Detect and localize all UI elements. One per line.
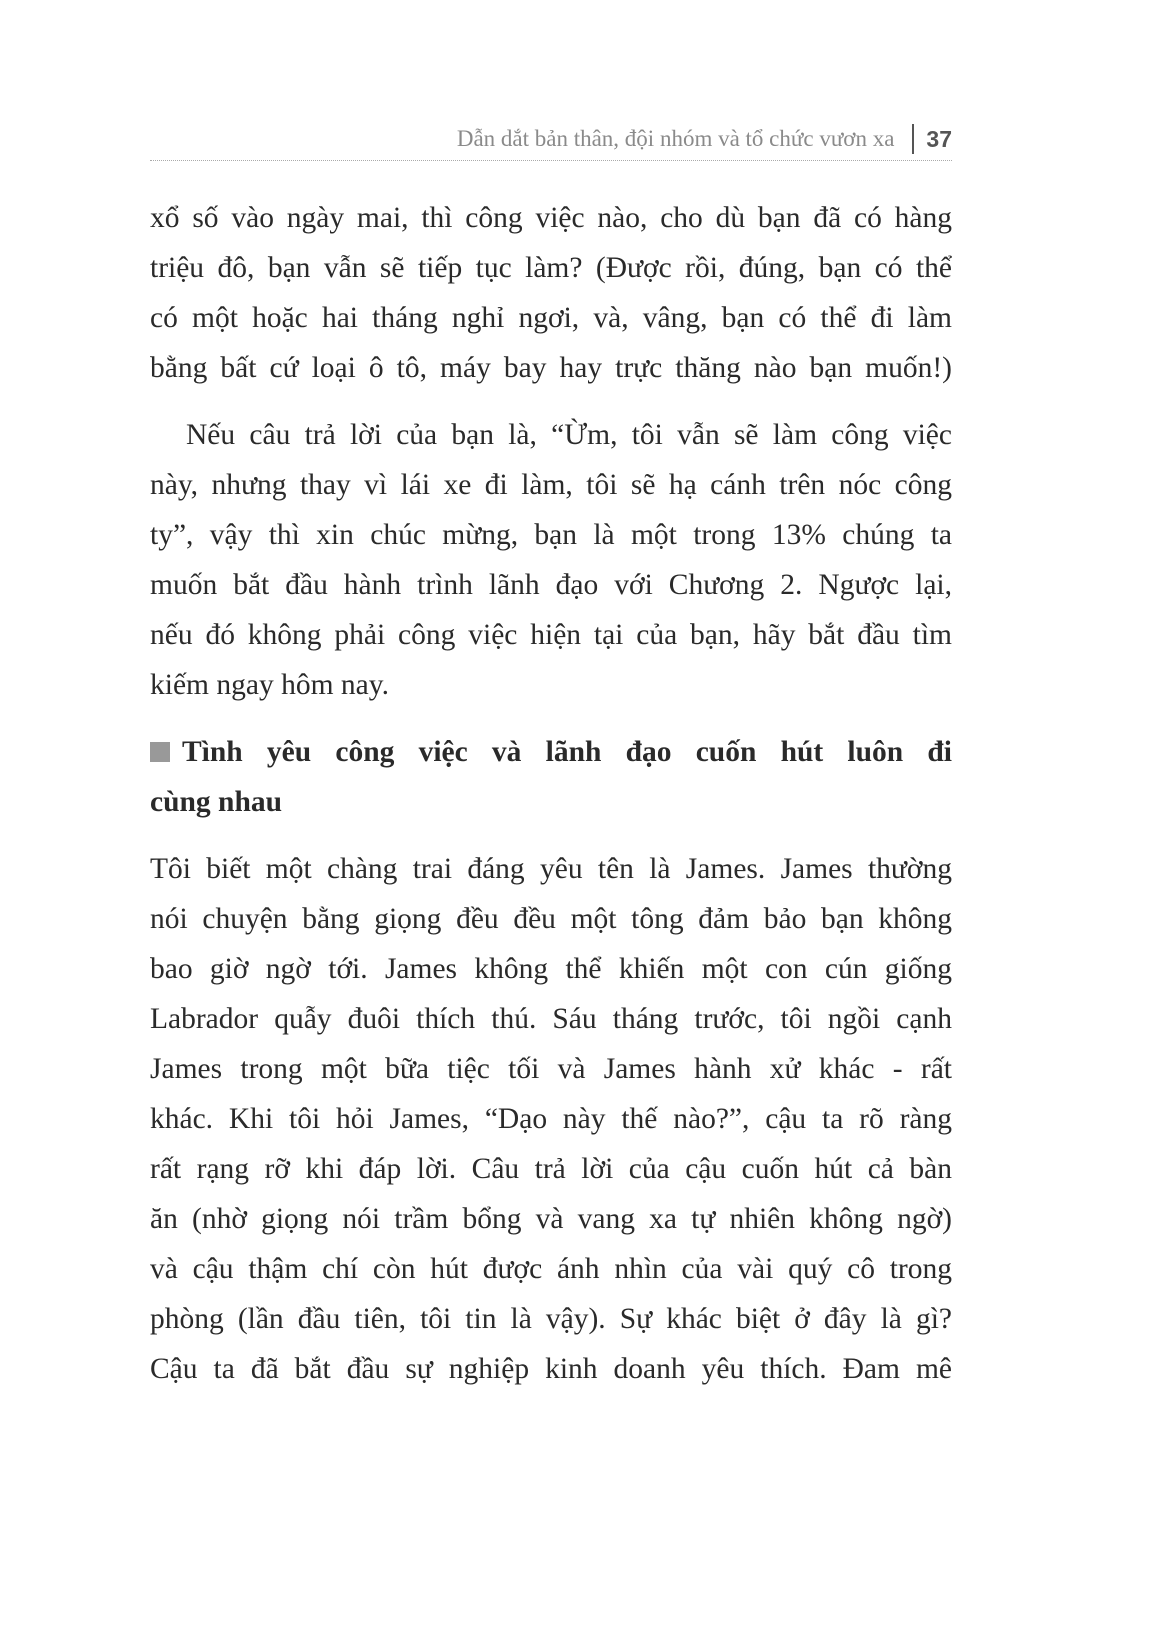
text-line: rất rạng rỡ khi đáp lời. Câu trả lời của cậu cuốn hút cả bàn [150, 1153, 952, 1185]
text-line: và cậu thậm chí còn hút được ánh nhìn của vài quý cô trong [150, 1253, 952, 1285]
running-header [150, 118, 952, 161]
heading-line [150, 727, 952, 777]
square-bullet-icon [150, 742, 170, 762]
text-line: Labrador quẫy đuôi thích thú. Sáu tháng trước, tôi ngồi cạnh [150, 1003, 952, 1035]
paragraph-3 [150, 844, 952, 1394]
running-title: Dẫn dắt bản thân, đội nhóm và tổ chức vươn xa [456, 126, 895, 151]
text-line: khác. Khi tôi hỏi James, “Dạo này thế nào?”, cậu ta rõ ràng [150, 1103, 952, 1135]
text-line: James trong một bữa tiệc tối và James hành xử khác - rất [150, 1053, 952, 1085]
heading-text: Tình yêu công việc và lãnh đạo cuốn hút luôn đi [182, 736, 952, 768]
text-line: bao giờ ngờ tới. James không thể khiến một con cún giống [150, 953, 952, 985]
text-line: Tôi biết một chàng trai đáng yêu tên là James. James thường [150, 853, 952, 885]
text-line: xổ số vào ngày mai, thì công việc nào, cho dù bạn đã có hàng [150, 202, 952, 234]
text-line: ty”, vậy thì xin chúc mừng, bạn là một trong 13% chúng ta [150, 519, 952, 551]
text-line: kiếm ngay hôm nay. [150, 669, 389, 701]
text-line: triệu đô, bạn vẫn sẽ tiếp tục làm? (Được rồi, đúng, bạn có thể [150, 252, 952, 284]
text-line: ăn (nhờ giọng nói trầm bổng và vang xa tự nhiên không ngờ) [150, 1203, 952, 1235]
text-line: có một hoặc hai tháng nghỉ ngơi, và, vâng, bạn có thể đi làm [150, 302, 952, 334]
text-line: muốn bắt đầu hành trình lãnh đạo với Chương 2. Ngược lại, [150, 569, 952, 601]
text-line: bằng bất cứ loại ô tô, máy bay hay trực thăng nào bạn muốn!) [150, 352, 952, 384]
paragraph-2 [150, 410, 952, 710]
text-line: Nếu câu trả lời của bạn là, “Ừm, tôi vẫn sẽ làm công việc [186, 419, 952, 451]
heading-line: cùng nhau [150, 786, 283, 818]
paragraph-1 [150, 193, 952, 393]
page-body [150, 193, 952, 1394]
text-line: nói chuyện bằng giọng đều đều một tông đảm bảo bạn không [150, 903, 952, 935]
page-number: 37 [926, 125, 952, 152]
header-divider [912, 124, 914, 154]
text-line: nếu đó không phải công việc hiện tại của bạn, hãy bắt đầu tìm [150, 619, 952, 651]
section-heading [150, 727, 952, 827]
text-line: Cậu ta đã bắt đầu sự nghiệp kinh doanh yêu thích. Đam mê [150, 1353, 952, 1385]
text-line: này, nhưng thay vì lái xe đi làm, tôi sẽ hạ cánh trên nóc công [150, 469, 952, 501]
text-line: phòng (lần đầu tiên, tôi tin là vậy). Sự khác biệt ở đây là gì? [150, 1303, 952, 1335]
